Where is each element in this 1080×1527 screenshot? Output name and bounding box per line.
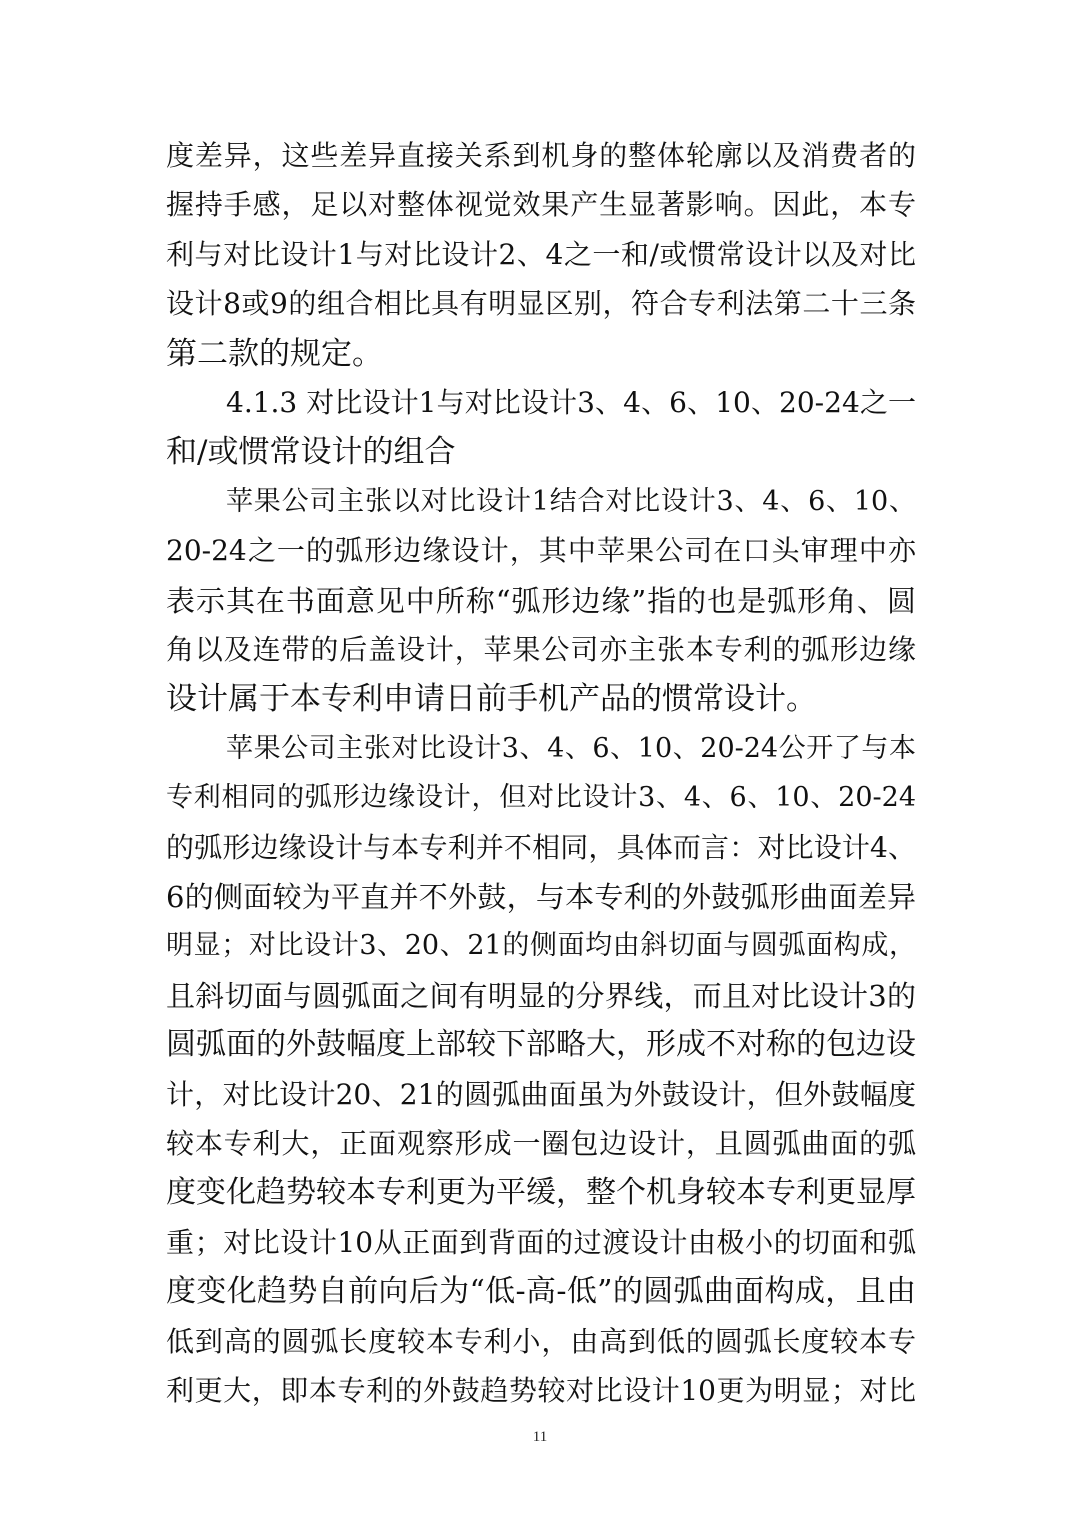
text-line: 重；对比设计10从正面到背面的过渡设计由极小的切面和弧 <box>166 1226 916 1259</box>
text-line: 握持手感，足以对整体视觉效果产生显著影响。因此，本专 <box>166 188 916 221</box>
section-heading: 4.1.3 对比设计1与对比设计3、4、6、10、20-24之一 <box>226 386 916 419</box>
text-line: 度变化趋势自前向后为“低-高-低”的圆弧曲面构成，且由 <box>166 1274 916 1309</box>
text-line: 利与对比设计1与对比设计2、4之一和/或惯常设计以及对比 <box>166 238 916 271</box>
text-line: 苹果公司主张以对比设计1结合对比设计3、4、6、10、 <box>226 486 916 517</box>
text-line: 圆弧面的外鼓幅度上部较下部略大，形成不对称的包边设 <box>166 1027 916 1062</box>
text-line: 20-24之一的弧形边缘设计，其中苹果公司在口头审理中亦 <box>166 534 916 567</box>
text-line: 度变化趋势较本专利更为平缓，整个机身较本专利更显厚 <box>166 1175 916 1210</box>
section-heading-continued: 和/或惯常设计的组合 <box>166 434 456 470</box>
text-line: 设计8或9的组合相比具有明显区别，符合专利法第二十三条 <box>166 287 916 320</box>
text-line: 计，对比设计20、21的圆弧曲面虽为外鼓设计，但外鼓幅度 <box>166 1078 916 1111</box>
text-line: 第二款的规定。 <box>166 336 383 372</box>
text-line: 表示其在书面意见中所称“弧形边缘”指的也是弧形角、圆 <box>166 584 916 618</box>
text-line: 且斜切面与圆弧面之间有明显的分界线，而且对比设计3的 <box>166 979 916 1013</box>
text-line: 专利相同的弧形边缘设计，但对比设计3、4、6、10、20-24 <box>166 782 916 813</box>
text-line: 较本专利大，正面观察形成一圈包边设计，且圆弧曲面的弧 <box>166 1127 916 1160</box>
text-line: 6的侧面较为平直并不外鼓，与本专利的外鼓弧形曲面差异 <box>166 880 916 914</box>
text-line: 低到高的圆弧长度较本专利小，由高到低的圆弧长度较本专 <box>166 1325 916 1358</box>
text-line: 度差异，这些差异直接关系到机身的整体轮廓以及消费者的 <box>166 139 916 172</box>
page-number: 11 <box>532 1429 548 1445</box>
text-line: 角以及连带的后盖设计，苹果公司亦主张本专利的弧形边缘 <box>166 633 916 666</box>
text-line: 苹果公司主张对比设计3、4、6、10、20-24公开了与本 <box>226 733 916 764</box>
text-line: 的弧形边缘设计与本专利并不相同，具体而言：对比设计4、 <box>166 831 916 864</box>
text-line: 利更大，即本专利的外鼓趋势较对比设计10更为明显；对比 <box>166 1374 916 1407</box>
text-line: 明显；对比设计3、20、21的侧面均由斜切面与圆弧面构成， <box>166 930 916 961</box>
text-line: 设计属于本专利申请日前手机产品的惯常设计。 <box>166 681 817 717</box>
